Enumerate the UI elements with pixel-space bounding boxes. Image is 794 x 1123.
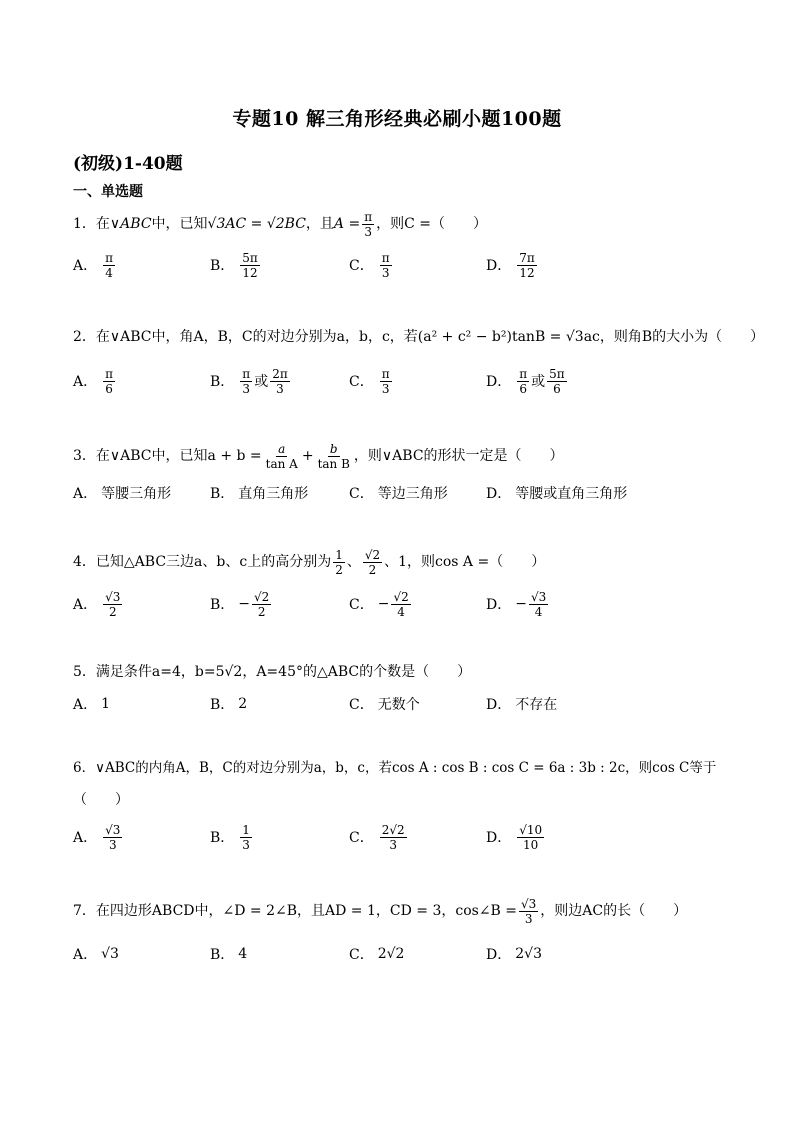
question-6: 6．∨ABC的内角A，B，C的对边分别为a，b，c，若cos A : cos B : cos C = 6a : 3b : 2c，则cos C等于	[73, 760, 717, 776]
fraction: $\frac{1}{2}$	[335, 547, 343, 577]
question-1-options	[73, 245, 773, 285]
option-a: A． $\frac{\pi}{6}$	[73, 366, 114, 396]
option-d: D． $\frac{\pi}{6}$ 或 $\frac{5\pi}{6}$	[486, 366, 565, 396]
option-c: C． 无数个	[349, 697, 420, 713]
question-6-paren: （ ）	[73, 792, 129, 808]
question-7-options	[73, 934, 773, 974]
option-d: D． $\frac{√10}{10}$	[486, 822, 543, 852]
section-heading: 一、单选题	[73, 184, 143, 200]
option-b: B． − $\frac{√2}{2}$	[210, 589, 270, 619]
document-title: 专题10 解三角形经典必刷小题100题	[232, 108, 562, 130]
option-a: A． $\frac{√3}{2}$	[73, 589, 121, 619]
fraction: $\frac{√3}{3}$	[521, 896, 537, 926]
option-b: B． $\frac{5\pi}{12}$	[210, 250, 258, 280]
option-d: D． 等腰或直角三角形	[486, 486, 628, 502]
question-2: 2．在∨ABC中，角A，B，C的对边分别为a，b，c，若(a² + c² − b²)tanB = √3ac，则角B的大小为（ ）	[73, 329, 765, 345]
fraction: $\frac{a}{\text{tan A}}$	[265, 441, 298, 471]
question-5: 5．满足条件a=4，b=5√2，A=45°的△ABC的个数是（ ）	[73, 664, 472, 680]
option-d: D． − $\frac{√3}{4}$	[486, 589, 547, 619]
option-c: C． $\frac{\pi}{3}$	[349, 250, 390, 280]
option-c: C． $\frac{\pi}{3}$	[349, 366, 390, 396]
question-4-options	[73, 584, 773, 624]
question-3: 3．在∨ABC中，已知a + b = $\frac{a}{\text{tan A}}$ + $\frac{b}{\text{tan B}}$ ，则∨ABC的形状一定是（ ）	[73, 441, 564, 471]
question-1: 1．在 ∨ABC 中，已知 √3AC = √2BC ，且 A = $\frac{\pi}{3}$ ，则C =（ ）	[73, 209, 488, 239]
option-d: D． 2√3	[486, 946, 542, 963]
option-c: C． $\frac{2√2}{3}$	[349, 822, 405, 852]
option-a: A． 1	[73, 696, 111, 713]
option-a: A． 等腰三角形	[73, 486, 172, 502]
fraction: $\frac{b}{\text{tan B}}$	[317, 441, 350, 471]
question-6-options	[73, 817, 773, 857]
option-b: B． 2	[210, 696, 248, 713]
option-c: C． 等边三角形	[349, 486, 448, 502]
option-a: A． √3	[73, 946, 119, 963]
option-c: C． − $\frac{√2}{4}$	[349, 589, 409, 619]
question-4: 4．已知△ABC三边a、b、c上的高分别为 $\frac{1}{2}$ 、 $\frac{√2}{2}$ 、1，则cos A =（ ）	[73, 547, 546, 577]
fraction: $\frac{√2}{2}$	[364, 547, 381, 577]
option-c: C． 2√2	[349, 946, 405, 963]
question-3-options	[73, 473, 773, 513]
question-7: 7．在四边形ABCD中，∠D = 2∠B，且AD = 1，CD = 3，cos∠B = $\frac{√3}{3}$ ，则边AC的长（ ）	[73, 896, 688, 926]
question-2-options	[73, 361, 773, 401]
option-a: A． $\frac{\pi}{4}$	[73, 250, 114, 280]
level-heading: (初级)1-40题	[73, 154, 183, 174]
option-b: B． 4	[210, 946, 248, 963]
option-d: D． 不存在	[486, 697, 558, 713]
option-b: B． $\frac{1}{3}$	[210, 822, 250, 852]
option-d: D． $\frac{7\pi}{12}$	[486, 250, 535, 280]
option-b: B． 直角三角形	[210, 486, 309, 502]
fraction: $\frac{\pi}{3}$	[364, 209, 373, 239]
option-b: B． $\frac{\pi}{3}$ 或 $\frac{2\pi}{3}$	[210, 366, 288, 396]
option-a: A． $\frac{√3}{3}$	[73, 822, 121, 852]
question-5-options	[73, 684, 773, 724]
